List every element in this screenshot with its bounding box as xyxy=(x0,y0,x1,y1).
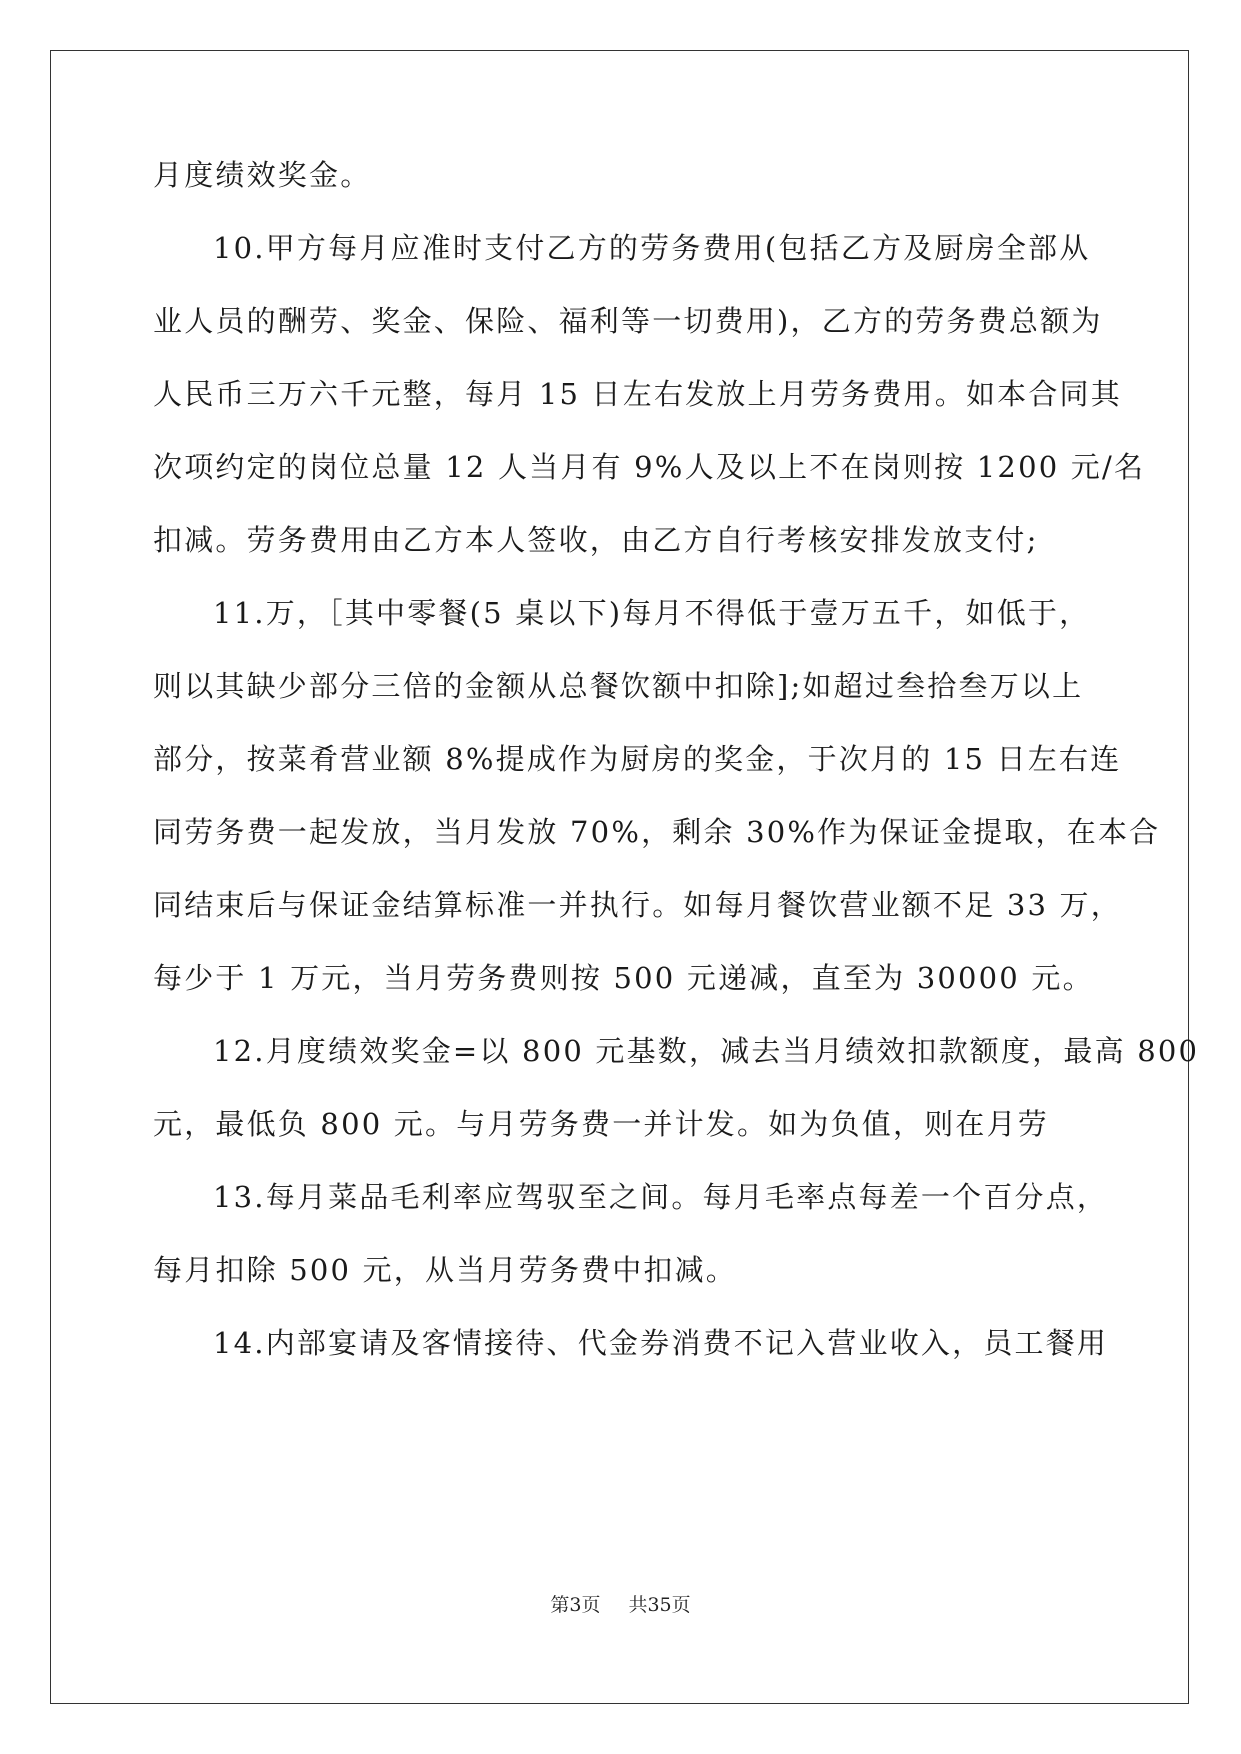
text-line: 则以其缺少部分三倍的金额从总餐饮额中扣除];如超过叁拾叁万以上 xyxy=(153,669,1084,703)
page-number: 第3页 xyxy=(550,1594,601,1616)
text-line: 部分，按菜肴营业额 8%提成作为厨房的奖金，于次月的 15 日左右连 xyxy=(153,742,1122,776)
page-border xyxy=(50,50,1189,1704)
text-line: 次项约定的岗位总量 12 人当月有 9%人及以上不在岗则按 1200 元/名 xyxy=(153,450,1146,484)
paragraph-12-line: 12.月度绩效奖金=以 800 元基数，减去当月绩效扣款额度，最高 800 xyxy=(213,1034,1200,1068)
paragraph-14-line: 14.内部宴请及客情接待、代金券消费不记入营业收入，员工餐用 xyxy=(213,1326,1109,1360)
paragraph-13-line: 13.每月菜品毛利率应驾驭至之间。每月毛率点每差一个百分点， xyxy=(213,1180,1109,1214)
paragraph-10-line: 10.甲方每月应准时支付乙方的劳务费用(包括乙方及厨房全部从 xyxy=(213,231,1091,265)
text-line: 业人员的酬劳、奖金、保险、福利等一切费用)，乙方的劳务费总额为 xyxy=(153,304,1103,338)
text-line: 每月扣除 500 元，从当月劳务费中扣减。 xyxy=(153,1253,737,1287)
text-line: 扣减。劳务费用由乙方本人签收，由乙方自行考核安排发放支付; xyxy=(153,523,1039,557)
page-footer xyxy=(0,1593,1241,1617)
paragraph-11-line: 11.万，［其中零餐(5 桌以下)每月不得低于壹万五千，如低于， xyxy=(213,596,1091,630)
text-line: 每少于 1 万元，当月劳务费则按 500 元递减，直至为 30000 元。 xyxy=(153,961,1094,995)
text-line: 同结束后与保证金结算标准一并执行。如每月餐饮营业额不足 33 万， xyxy=(153,888,1122,922)
page-total: 共35页 xyxy=(628,1594,691,1616)
text-line: 人民币三万六千元整，每月 15 日左右发放上月劳务费用。如本合同其 xyxy=(153,377,1122,411)
text-line: 月度绩效奖金。 xyxy=(153,158,372,192)
text-line: 元，最低负 800 元。与月劳务费一并计发。如为负值，则在月劳 xyxy=(153,1107,1049,1141)
text-line: 同劳务费一起发放，当月发放 70%，剩余 30%作为保证金提取，在本合 xyxy=(153,815,1161,849)
